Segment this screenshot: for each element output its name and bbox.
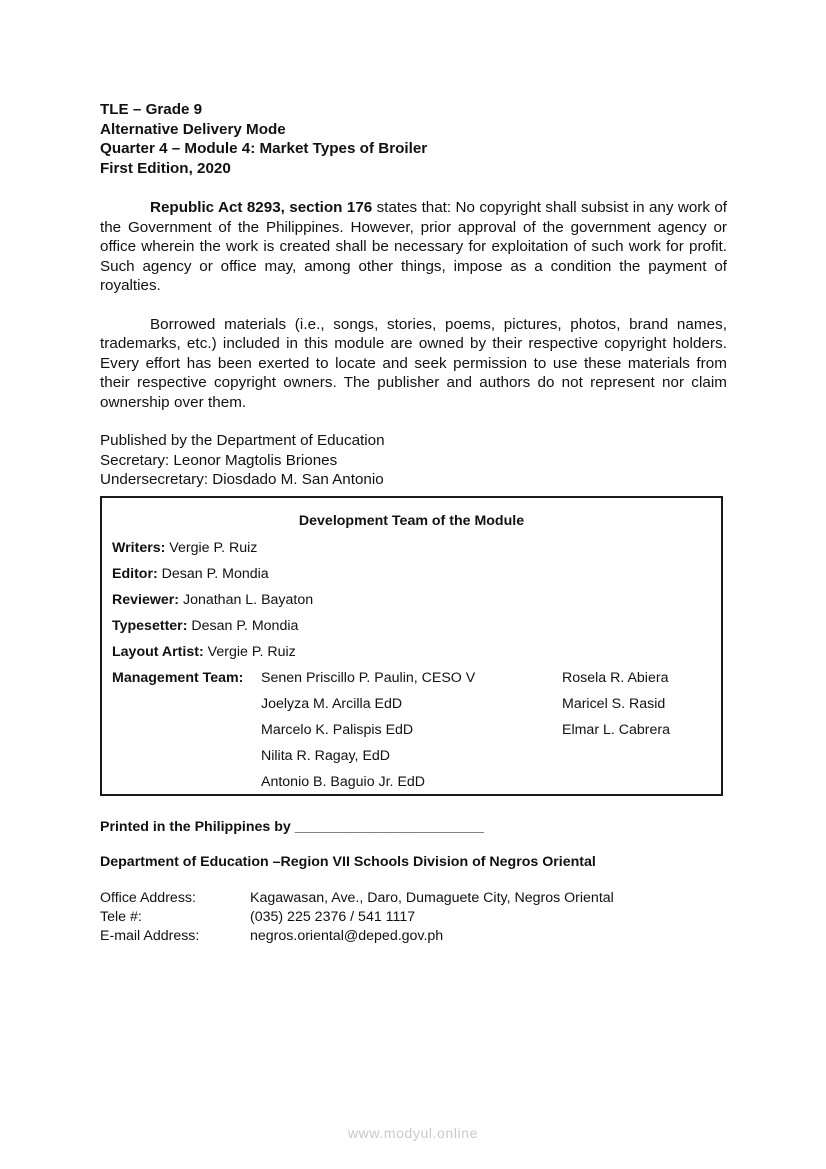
role-value: Vergie P. Ruiz [203,644,296,660]
copyright-page [100,100,727,944]
role-reviewer [112,592,313,608]
contact-label: E-mail Address: [100,928,200,944]
management-member: Nilita R. Ragay, EdD [261,748,391,764]
role-label: Management Team: [112,670,244,686]
deped-region-division: Department of Education –Region VII Schools Division of Negros Oriental [100,854,596,870]
contact-value: negros.oriental@deped.gov.ph [250,928,444,944]
secretary: Secretary: Leonor Magtolis Briones [100,451,338,469]
management-member: Joelyza M. Arcilla EdD [261,696,403,712]
role-label: Typesetter: [112,618,188,634]
role-writers [112,540,257,556]
republic-act-reference: Republic Act 8293, section 176 [150,199,373,216]
management-team-label [112,670,243,686]
role-label: Reviewer: [112,592,180,608]
office-address-row [100,889,614,908]
subject-grade: TLE – Grade 9 [100,101,203,118]
contact-value: (035) 225 2376 / 541 1117 [250,909,416,925]
role-label: Writers: [112,540,166,556]
role-value: Jonathan L. Bayaton [179,592,314,608]
delivery-mode: Alternative Delivery Mode [100,120,286,138]
module-title: Quarter 4 – Module 4: Market Types of Broiler [100,140,428,157]
contact-value: Kagawasan, Ave., Daro, Dumaguete City, Negros Oriental [250,890,614,906]
contact-info [100,889,614,946]
title-block [100,100,727,178]
management-member: Antonio B. Baguio Jr. EdD [261,774,426,790]
management-member: Marcelo K. Palispis EdD [261,722,414,738]
role-layout-artist [112,644,296,660]
watermark: www.modyul.online [347,1125,479,1141]
printed-by-line: Printed in the Philippines by ________________________ [100,819,485,835]
publisher: Published by the Department of Education [100,432,385,449]
management-member: Maricel S. Rasid [562,696,666,712]
development-team-box [100,496,723,796]
role-value: Desan P. Mondia [157,566,269,582]
role-value: Vergie P. Ruiz [165,540,258,556]
role-value: Desan P. Mondia [187,618,299,634]
email-row [100,927,614,946]
role-typesetter [112,618,298,634]
undersecretary: Undersecretary: Diosdado M. San Antonio [100,471,384,488]
management-member: Elmar L. Cabrera [562,722,671,738]
borrowed-materials-paragraph: Borrowed materials (i.e., songs, stories, poems, pictures, photos, brand names, trademarks, etc.) included in this module are owned by their respective copyright holders. Every effort has been exerted to locate and seek permission to use these materials from their respective copyright owners. The publisher and authors do not represent nor claim ownership over them. [100,315,727,411]
management-member: Rosela R. Abiera [562,670,669,686]
publisher-block [100,431,727,490]
management-member: Senen Priscillo P. Paulin, CESO V [261,670,476,686]
copyright-paragraph [100,198,727,296]
telephone-row [100,908,614,927]
contact-label: Office Address: [100,890,196,906]
contact-label: Tele #: [100,909,142,925]
role-editor [112,566,269,582]
role-label: Layout Artist: [112,644,204,660]
role-label: Editor: [112,566,158,582]
edition: First Edition, 2020 [100,159,231,177]
copyright-text: states that: No copyright shall subsist in any work of the Government of the Philippines. However, prior approval of the government agency or office wherein the work is created shall be necessary for exploitation of such work for profit. Such agency or office may, among other things, impose as a condition the payment of royalties. [100,199,727,294]
development-team-title: Development Team of the Module [298,513,525,529]
